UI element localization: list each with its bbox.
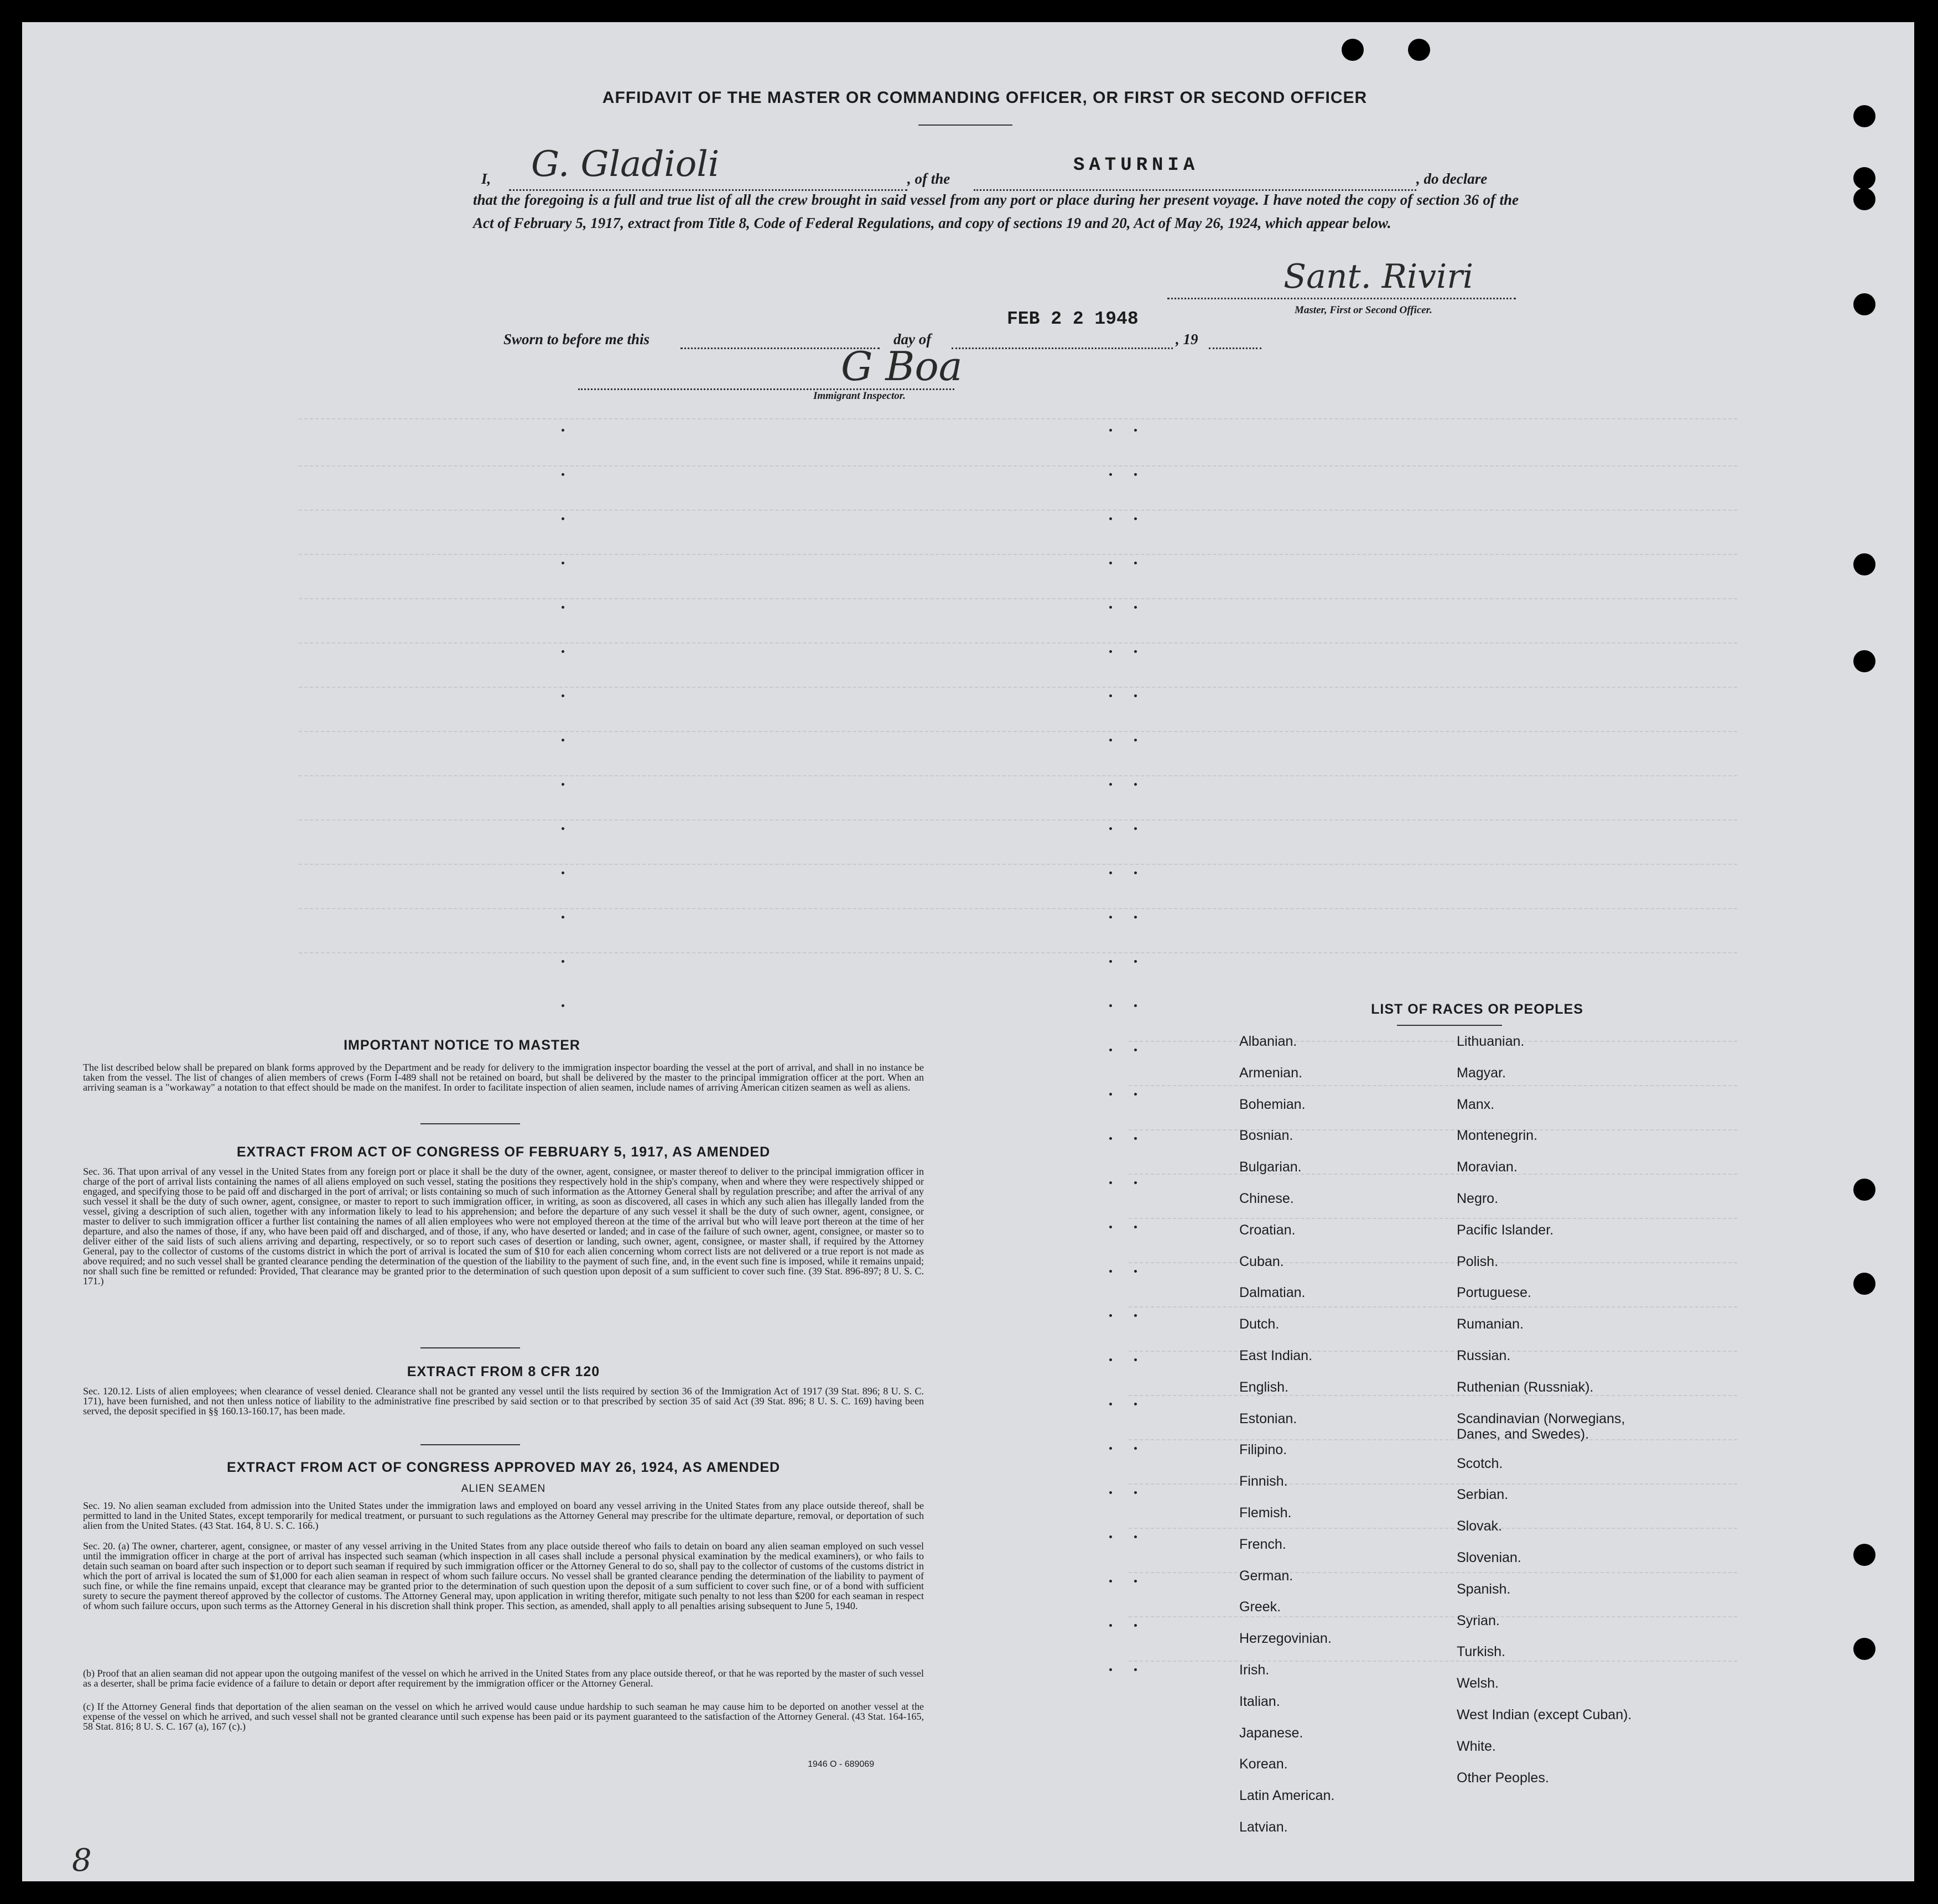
inspector-caption: Immigrant Inspector. (813, 390, 906, 402)
race-item: Other Peoples. (1457, 1770, 1549, 1786)
master-signature: Sant. Riviri (1284, 257, 1474, 296)
do-declare-label: , do declare (1416, 170, 1488, 187)
race-item: Japanese. (1239, 1725, 1303, 1741)
race-item: Greek. (1239, 1599, 1281, 1615)
extract-1924-sec19: Sec. 19. No alien seaman excluded from admission into the United States under the immigration laws and employed on board any vessel arriving in the United States from any place outside thereof, shall be permitted to land in the United States, except temporarily for medical treatment, or pursuant to such regulations as the Attorney General may prescribe for the ultimate departure, removal, or deportation of such alien from the United States. (43 Stat. 164, 8 U. S. C. 166.) (83, 1500, 924, 1531)
punch-hole (1853, 1638, 1875, 1660)
race-item: Negro. (1457, 1191, 1499, 1206)
punch-hole (1853, 1544, 1875, 1566)
race-item: Latvian. (1239, 1819, 1288, 1835)
extract-1924-subtitle: ALIEN SEAMEN (461, 1483, 546, 1495)
race-item: Bohemian. (1239, 1096, 1306, 1112)
punch-hole (1853, 1273, 1875, 1295)
race-item: Moravian. (1457, 1159, 1518, 1175)
race-item: Ruthenian (Russniak). (1457, 1379, 1594, 1395)
punch-hole (1853, 293, 1875, 315)
race-item: Russian. (1457, 1348, 1511, 1363)
inspector-signature: G Boa (841, 343, 963, 390)
race-item: Filipino. (1239, 1442, 1287, 1458)
extract-1917-title: EXTRACT FROM ACT OF CONGRESS OF FEBRUARY 5, 1917, AS AMENDED (236, 1144, 771, 1160)
race-item: Korean. (1239, 1756, 1288, 1772)
race-item: Welsh. (1457, 1675, 1499, 1692)
race-item: Dutch. (1239, 1316, 1280, 1332)
page-number-mark: 8 (72, 1843, 92, 1879)
race-item: Armenian. (1239, 1065, 1302, 1081)
race-item: Pacific Islander. (1457, 1222, 1554, 1238)
race-item: Finnish. (1239, 1474, 1288, 1490)
divider (420, 1444, 520, 1445)
punch-hole (1408, 39, 1430, 61)
race-item: Cuban. (1239, 1253, 1284, 1269)
race-item: East Indian. (1239, 1348, 1313, 1363)
sworn-month-line (952, 347, 1173, 349)
notice-title: IMPORTANT NOTICE TO MASTER (344, 1037, 580, 1053)
notice-text: The list described below shall be prepared on blank forms approved by the Department and be ready for delivery to the immigration inspector boarding the vessel at the port of arrival, and shall in no instance be taken from the vessel. The list of changes of alien members of crews (Form I-489 shall not be retained on board, but shall be delivered by the master to the principal immigration officer at the port. When an arriving seaman is a "workaway" a notation to that effect should be made on the manifest. In order to facilitate inspection of alien seamen, include names of arriving American citizen seamen as well as aliens. (83, 1062, 924, 1093)
race-item: Croatian. (1239, 1222, 1296, 1238)
races-title: LIST OF RACES OR PEOPLES (1371, 1002, 1583, 1017)
race-item: Slovenian. (1457, 1550, 1521, 1565)
race-item: Bosnian. (1239, 1128, 1293, 1144)
race-item: Rumanian. (1457, 1316, 1524, 1332)
divider (420, 1347, 520, 1348)
race-item: Manx. (1457, 1096, 1495, 1112)
punch-hole (1853, 1179, 1875, 1201)
extract-1924-sec20b: (b) Proof that an alien seaman did not appear upon the outgoing manifest of the vessel on which he arrived in the United States from any place outside thereof, or that he was reported by the master of such vessel as a deserter, shall be prima facie evidence of a failure to detain or deport after requirement by the immigration officer or the Attorney General. (83, 1668, 924, 1689)
master-signature-line (1167, 298, 1516, 299)
vessel-name-stamp: SATURNIA (1073, 155, 1199, 176)
sworn-label: Sworn to before me this (503, 331, 650, 347)
race-item: Turkish. (1457, 1644, 1505, 1660)
affidavit-i-label: I, (481, 170, 491, 187)
date-stamp: FEB 2 2 1948 (1007, 309, 1139, 329)
race-item: Scandinavian (Norwegians, Danes, and Swedes). (1457, 1410, 1625, 1442)
race-item: Italian. (1239, 1693, 1280, 1709)
race-item: Herzegovinian. (1239, 1631, 1332, 1647)
day-of-label: day of (893, 331, 932, 347)
race-item: Slovak. (1457, 1518, 1502, 1534)
extract-1924-sec20c: (c) If the Attorney General finds that deportation of the alien seaman on the vessel on which he arrived would cause undue hardship to such seaman he may cause him to be deported on another vessel at the expense of the vessel on which he arrived, and such vessel shall not be granted clearance until such expense has been paid or its payment guaranteed to the satisfaction of the Attorney General. (43 Stat. 164-165, 58 Stat. 816; 8 U. S. C. 167 (a), 167 (c).) (83, 1701, 924, 1732)
year-line (1209, 347, 1261, 349)
race-item: Magyar. (1457, 1065, 1506, 1081)
punch-hole (1853, 553, 1875, 575)
punch-hole (1853, 167, 1875, 189)
divider (1397, 1025, 1502, 1026)
extract-1924-title: EXTRACT FROM ACT OF CONGRESS APPROVED MAY 26, 1924, AS AMENDED (226, 1460, 781, 1475)
race-item: Irish. (1239, 1662, 1270, 1678)
extract-cfr-text: Sec. 120.12. Lists of alien employees; when clearance of vessel denied. Clearance shall not be granted any vessel until the lists required by section 36 of the Immigration Act of 1917 (39 Stat. 896; 8 U. S. C. 171), have been furnished, and not then unless notice of liability to the administrative fine prescribed by said section or to that prescribed by section 35 of said Act (39 Stat. 896; 8 U. S. C. 169) having been served, the deposit specified in §§ 160.13-160.17, has been made. (83, 1386, 924, 1417)
punch-hole (1342, 39, 1364, 61)
extract-1917-text: Sec. 36. That upon arrival of any vessel in the United States from any foreign port or place it shall be the duty of the owner, agent, consignee, or master thereof to deliver to the principal immigration officer in charge of the port of arrival lists containing the names of all aliens employed on such vessel, stating the positions they respectively hold in the ship's company, when and where they were respectively shipped or engaged, and specifying those to be paid off and discharged in the port of arrival; or lists containing so much of such information as the Attorney General shall by regulation prescribe; and after the arrival of any such vessel it shall be the duty of such owner, agent, consignee, or master to report to such immigration officer, in writing, as soon as discovered, all cases in which any such alien has illegally landed from the vessel, giving a description of such alien, together with any information likely to lead to his apprehension; and before the departure of any such vessel it shall be the duty of such owner, agent, consignee, or master to deliver to such immigration officer a further list containing the names of all alien employees who were not employed thereon at the time of the arrival but who will leave port thereon at the time of her departure, and also the names of those, if any, who have been paid off and discharged, and of those, if any, who have deserted or landed; and in case of the failure of such owner, agent, consignee, or master so to deliver either of the said lists of such aliens arriving and departing, respectively, or so to report such cases of desertion or landing, such owner, agent, consignee, or master shall, if required by the Attorney General, pay to the collector of customs of the customs district in which the port of arrival is located the sum of $10 for each alien concerning whom correct lists are not delivered or a true report is not made as above required; and no such vessel shall be granted clearance pending the determination of the question of the liability to the payment of such fine, and, in the event such fine is imposed, while it remains unpaid; nor shall such fine be remitted or refunded: Provided, That clearance may be granted prior to the determination of such question upon deposit of a sum sufficient to cover such fine. (39 Stat. 896-897; 8 U. S. C. 171.) (83, 1166, 924, 1286)
of-the-label: , of the (907, 170, 950, 187)
print-code: 1946 O - 689069 (808, 1760, 875, 1769)
divider (420, 1123, 520, 1124)
race-item: Latin American. (1239, 1788, 1335, 1804)
divider (918, 124, 1012, 126)
race-item: German. (1239, 1568, 1293, 1584)
race-item: White. (1457, 1738, 1496, 1754)
race-item: Spanish. (1457, 1581, 1511, 1597)
race-item: Albanian. (1239, 1034, 1297, 1049)
officer-name-signature: G. Gladioli (531, 144, 720, 185)
year-label: , 19 (1176, 331, 1198, 347)
affidavit-title: AFFIDAVIT OF THE MASTER OR COMMANDING OFFICER, OR FIRST OR SECOND OFFICER (602, 89, 1368, 107)
race-item: Polish. (1457, 1253, 1499, 1269)
master-caption: Master, First or Second Officer. (1295, 304, 1432, 316)
race-item: Portuguese. (1457, 1285, 1531, 1301)
punch-hole (1853, 105, 1875, 127)
race-item: Lithuanian. (1457, 1034, 1525, 1049)
race-item: Montenegrin. (1457, 1128, 1537, 1144)
extract-cfr-title: EXTRACT FROM 8 CFR 120 (407, 1364, 600, 1379)
punch-hole (1853, 650, 1875, 672)
manifest-page (22, 22, 1914, 1881)
race-item: Dalmatian. (1239, 1285, 1306, 1301)
extract-1924-sec20a: Sec. 20. (a) The owner, charterer, agent, consignee, or master of any vessel arriving in the United States from any place outside thereof who fails to detain on board any alien seaman employed on such vessel until the immigration officer in charge at the port of arrival has inspected such seaman (which inspection in all cases shall include a personal physical examination by the medical examiners), or who fails to detain such seaman on board after such inspection or to deport such seaman if required by such immigration officer or the Attorney General to do so, shall pay to the collector of customs of the customs district in which the port of arrival is located the sum of $1,000 for each alien seaman in respect of whom such failure occurs. No vessel shall be granted clearance pending the determination of the liability to payment of such fine, or while the fine remains unpaid, except that clearance may be granted prior to the determination of such question upon the deposit of a sum sufficient to cover such fine, or of a bond with sufficient surety to secure the payment thereof approved by the collector of customs. The Attorney General may, upon application in writing therefor, mitigate such penalty to not less than $200 for each seaman in respect of whom such failure occurs, upon such terms as the Attorney General in his discretion shall think proper. This section, as amended, shall apply to all penalties arising subsequent to June 5, 1940. (83, 1540, 924, 1611)
race-item: Scotch. (1457, 1455, 1503, 1471)
race-item: French. (1239, 1536, 1286, 1552)
race-item: Chinese. (1239, 1191, 1294, 1206)
affidavit-body: that the foregoing is a full and true list of all the crew brought in said vessel from any port or place during her present voyage. I have noted the copy of section 36 of the Act of February 5, 1917, extract from Title 8, Code of Federal Regulations, and copy of sections 19 and 20, Act of May 26, 1924, which appear below. (473, 191, 1519, 231)
race-item: Syrian. (1457, 1612, 1500, 1628)
race-item: Bulgarian. (1239, 1159, 1302, 1175)
race-item: Serbian. (1457, 1487, 1509, 1503)
race-item: English. (1239, 1379, 1288, 1395)
punch-hole (1853, 188, 1875, 210)
race-item: Estonian. (1239, 1410, 1297, 1426)
race-item: Flemish. (1239, 1505, 1292, 1521)
race-item: West Indian (except Cuban). (1457, 1707, 1632, 1723)
